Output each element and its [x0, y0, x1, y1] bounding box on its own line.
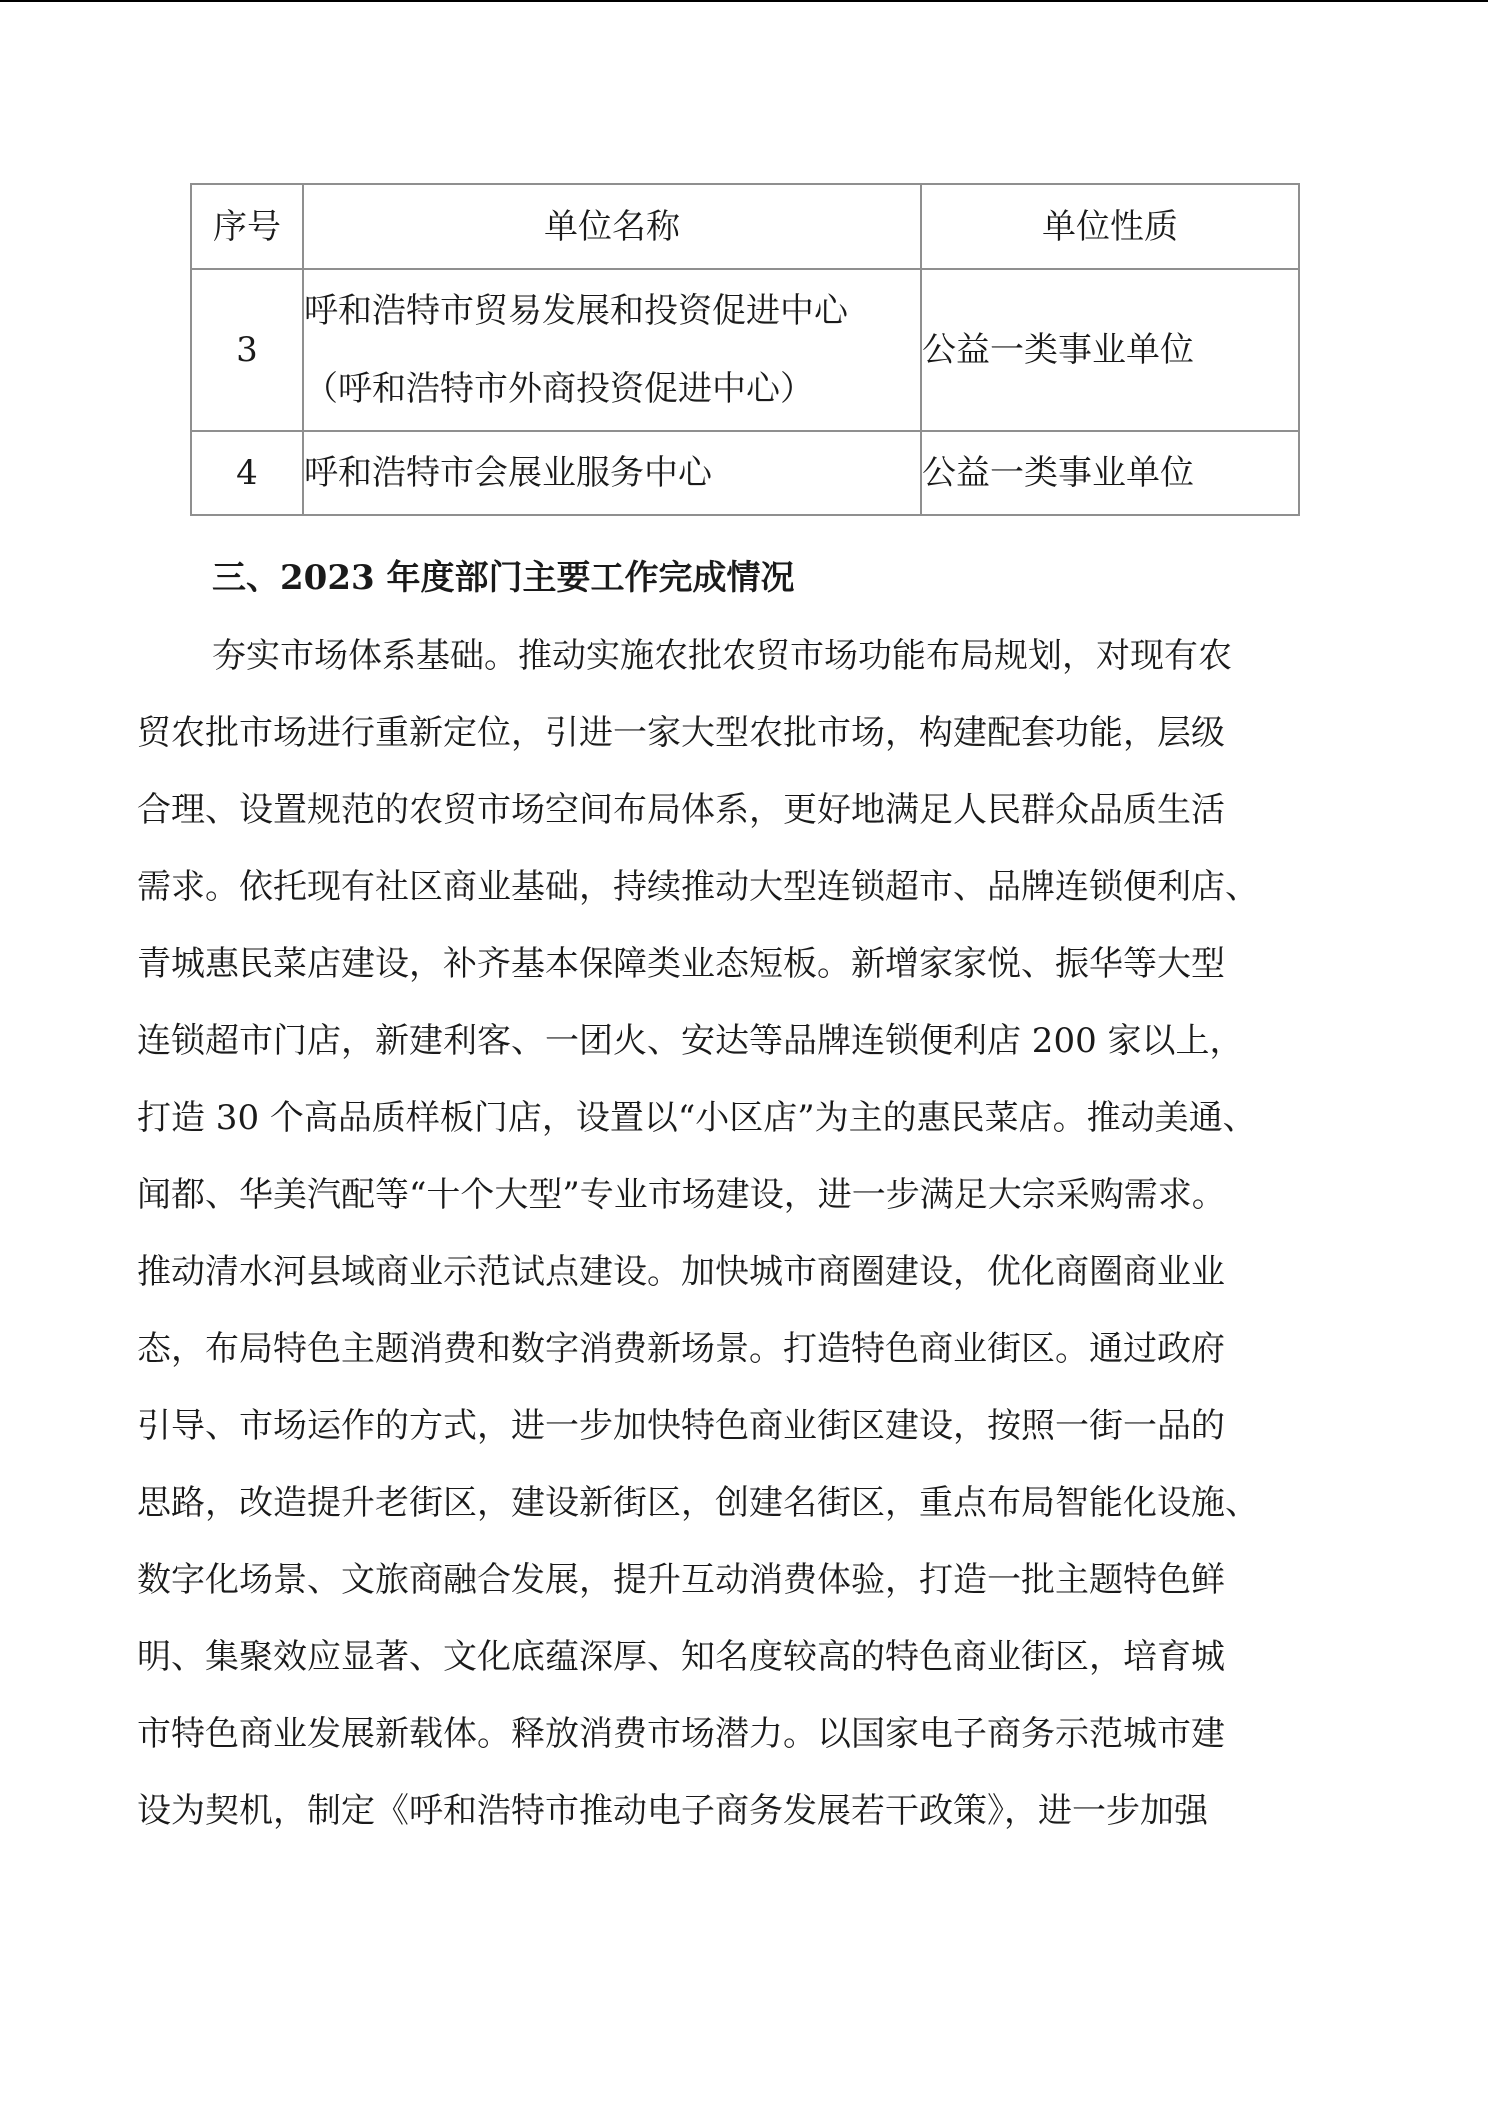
- paragraph-line: 数字化场景、文旅商融合发展，提升互动消费体验，打造一批主题特色鲜: [137, 1560, 1225, 1600]
- row-unit-name: [303, 269, 921, 431]
- paragraph-line: 设为契机，制定《呼和浩特市推动电子商务发展若干政策》，进一步加强: [137, 1791, 1208, 1831]
- row-unit-name: [303, 431, 921, 515]
- paragraph-line: 闻都、华美汽配等“十个大型”专业市场建设，进一步满足大宗采购需求。: [137, 1175, 1226, 1215]
- section-heading: 三、2023 年度部门主要工作完成情况: [212, 558, 795, 598]
- paragraph-line: 市特色商业发展新载体。释放消费市场潜力。以国家电子商务示范城市建: [137, 1714, 1225, 1754]
- paragraph-line: 青城惠民菜店建设，补齐基本保障类业态短板。新增家家悦、振华等大型: [137, 944, 1225, 984]
- paragraph-line: 连锁超市门店，新建利客、一团火、安达等品牌连锁便利店 200 家以上，: [137, 1021, 1244, 1061]
- paragraph-line: 推动清水河县域商业示范试点建设。加快城市商圈建设，优化商圈商业业: [137, 1252, 1225, 1292]
- unit-name-line: 呼和浩特市贸易发展和投资促进中心: [304, 291, 848, 331]
- header-index: 序号: [191, 184, 303, 269]
- paragraph-line: 明、集聚效应显著、文化底蕴深厚、知名度较高的特色商业街区，培育城: [137, 1637, 1225, 1677]
- paragraph-line: 引导、市场运作的方式，进一步加快特色商业街区建设，按照一街一品的: [137, 1406, 1225, 1446]
- row-unit-type: 公益一类事业单位: [921, 431, 1299, 515]
- row-index: 4: [191, 431, 303, 515]
- paragraph-line: 贸农批市场进行重新定位，引进一家大型农批市场，构建配套功能，层级: [137, 713, 1225, 753]
- header-unit-name: 单位名称: [303, 184, 921, 269]
- paragraph-line: 需求。依托现有社区商业基础，持续推动大型连锁超市、品牌连锁便利店、: [137, 867, 1259, 907]
- paragraph-line: 态，布局特色主题消费和数字消费新场景。打造特色商业街区。通过政府: [137, 1329, 1225, 1369]
- paragraph-line: 合理、设置规范的农贸市场空间布局体系，更好地满足人民群众品质生活: [137, 790, 1225, 830]
- paragraph-line: 思路，改造提升老街区，建设新街区，创建名街区，重点布局智能化设施、: [137, 1483, 1259, 1523]
- unit-name-line: 呼和浩特市会展业服务中心: [304, 453, 712, 493]
- table-row: [191, 269, 1299, 431]
- row-unit-type: 公益一类事业单位: [921, 269, 1299, 431]
- paragraph-line: 夯实市场体系基础。推动实施农批农贸市场功能布局规划，对现有农: [212, 636, 1232, 676]
- paragraph-line: 打造 30 个高品质样板门店，设置以“小区店”为主的惠民菜店。推动美通、: [137, 1098, 1257, 1138]
- unit-name-line: （呼和浩特市外商投资促进中心）: [304, 369, 814, 409]
- top-border-line: [0, 0, 1488, 2]
- table-row: [191, 431, 1299, 515]
- header-unit-type: 单位性质: [921, 184, 1299, 269]
- unit-table: [190, 183, 1300, 516]
- table-header-row: [191, 184, 1299, 269]
- row-index: 3: [191, 269, 303, 431]
